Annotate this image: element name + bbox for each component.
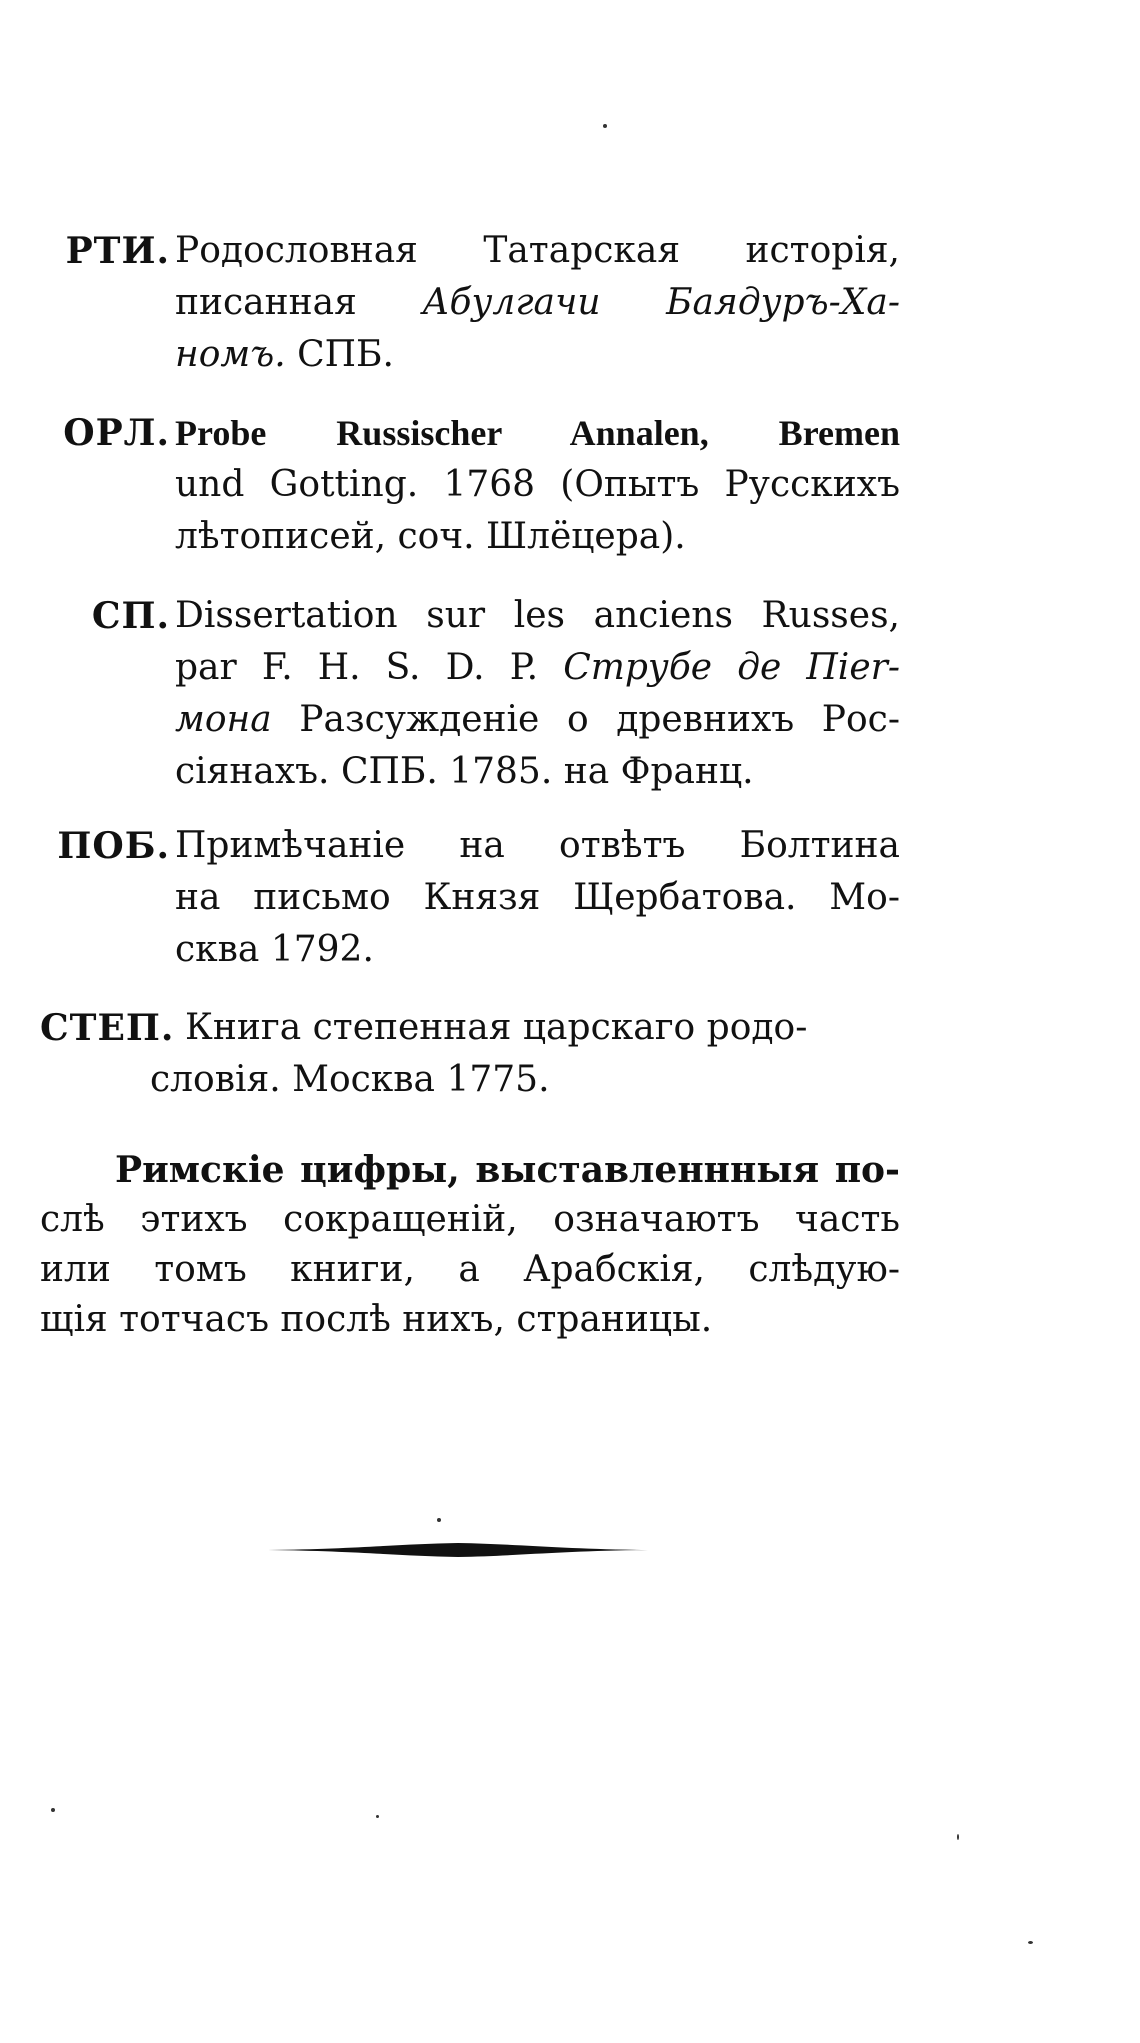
entry-description (175, 407, 900, 563)
entry-line: сіянахъ. СПБ. 1785. на Франц. (175, 751, 754, 792)
entry-line (175, 642, 900, 694)
entry-abbreviation: ПОБ. (57, 825, 170, 867)
entry-line: Родословная Татарская исторія, (175, 230, 900, 271)
entry-text: par F. H. S. D. P. (175, 647, 564, 688)
paper-speck (51, 1808, 55, 1812)
entry-italic-text: номъ. (175, 334, 286, 375)
entry-italic-text: Абулгачи Баядуръ-Ха- (422, 282, 900, 323)
decorative-rule-ornament (268, 1538, 648, 1562)
entry-abbreviation: ОРЛ. (63, 412, 170, 454)
entry-line (175, 694, 900, 746)
abbreviation-entry-pob (40, 820, 900, 980)
entry-abbreviation: РТИ. (65, 230, 170, 272)
entry-description (175, 225, 900, 381)
entry-italic-text: Струбе де Пier- (563, 647, 900, 688)
paper-speck (376, 1815, 379, 1818)
entry-line: Книга степенная царскаго родо- (185, 1007, 808, 1048)
entry-description (40, 1002, 808, 1106)
entry-line: Dissertation sur les anciens Russes, (175, 595, 900, 636)
entry-text: писанная (175, 282, 423, 323)
note-line: или томъ книги, а Арабскія, слѣдую- (40, 1249, 900, 1290)
entry-description (175, 590, 900, 798)
entry-line: сква 1792. (175, 929, 374, 970)
paper-speck (437, 1518, 441, 1522)
entry-line (175, 277, 900, 329)
explanatory-note (40, 1145, 900, 1345)
abbreviation-entry-orl (40, 407, 900, 567)
entry-description (175, 820, 900, 976)
note-line: слѣ этихъ сокращеній, означаютъ часть (40, 1199, 900, 1240)
entry-italic-text: мона (175, 699, 272, 740)
entry-text: Разсужденіе о древнихъ Рос- (271, 699, 900, 740)
paper-speck (603, 124, 607, 128)
abbreviation-entry-rti (40, 225, 900, 385)
entry-line (175, 329, 900, 381)
entry-line: Примѣчаніе на отвѣтъ Болтина (175, 825, 900, 866)
note-line: щія тотчасъ послѣ нихъ, страницы. (40, 1299, 713, 1340)
entry-line: на письмо Князя Щербатова. Мо- (175, 877, 900, 918)
entry-abbreviation: СП. (91, 595, 170, 637)
entry-line: und Gotting. 1768 (Опытъ Русскихъ (175, 464, 900, 505)
paper-speck (1028, 1941, 1033, 1944)
abbreviation-entry-step (40, 1002, 900, 1112)
entry-text: СПБ. (285, 334, 394, 375)
entry-line: Probe Russischer Annalen, Bremen (175, 413, 900, 453)
paper-speck (957, 1834, 959, 1840)
entry-line: словія. Москва 1775. (150, 1059, 550, 1100)
note-line: Римскіе цифры, выставленнныя по- (115, 1149, 900, 1191)
entry-line: лѣтописей, соч. Шлёцера). (175, 516, 686, 557)
abbreviation-entry-sp (40, 590, 900, 800)
entry-abbreviation: СТЕП. (40, 1007, 175, 1049)
